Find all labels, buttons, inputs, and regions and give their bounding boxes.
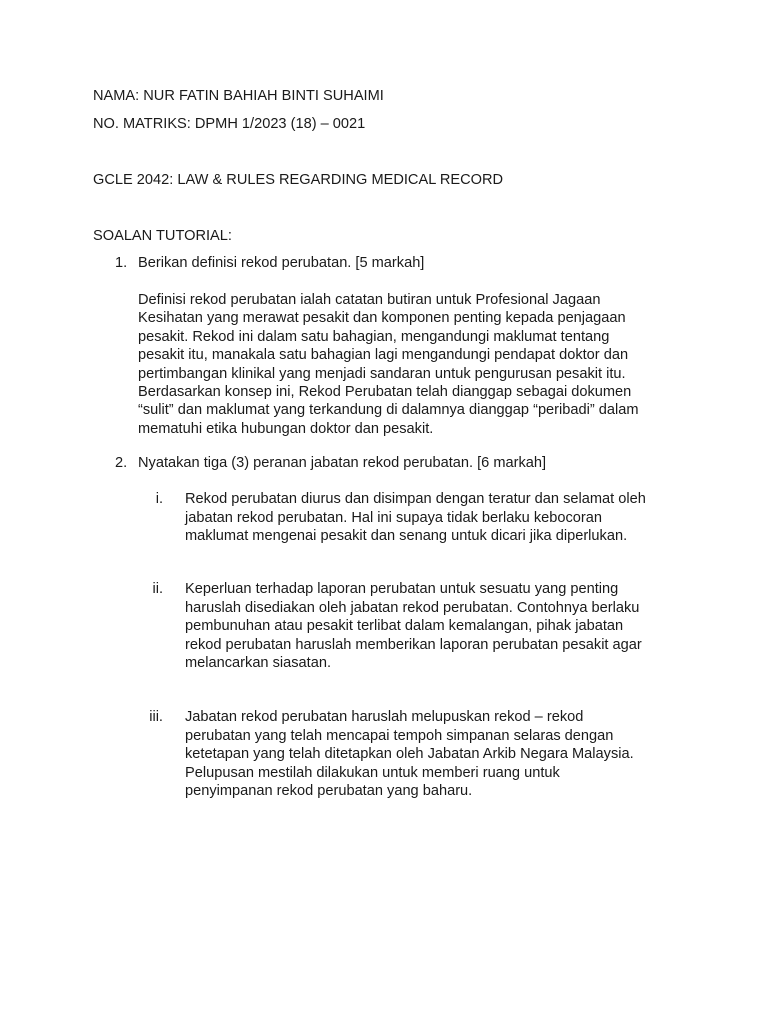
list-item-numeral: i. <box>155 491 163 507</box>
list-item-numeral: ii. <box>152 581 163 597</box>
list-item-line: perubatan yang telah mencapai tempoh simpanan selaras dengan <box>185 727 614 744</box>
answer-line: pesakit. Rekod ini dalam satu bahagian, mengandungi maklumat tentang <box>138 328 610 345</box>
question-number: 1. <box>115 255 128 271</box>
list-item-line: Keperluan terhadap laporan perubatan untuk sesuatu yang penting <box>185 581 619 597</box>
list-item <box>185 580 685 673</box>
list-item-line: Jabatan rekod perubatan haruslah melupuskan rekod – rekod <box>185 709 584 725</box>
student-name: NAMA: NUR FATIN BAHIAH BINTI SUHAIMI <box>93 88 384 104</box>
course-title: GCLE 2042: LAW & RULES REGARDING MEDICAL RECORD <box>93 172 504 188</box>
list-item-line: jabatan rekod perubatan. Hal ini supaya tidak berlaku kebocoran <box>185 509 603 526</box>
list-item-line: Pelupusan mestilah dilakukan untuk memberi ruang untuk <box>185 764 560 781</box>
list-item-line: pembunuhan atau pesakit terlibat dalam kemalangan, pihak jabatan <box>185 618 624 635</box>
list-item-line: rekod perubatan haruslah memberikan laporan perubatan pesakit agar <box>185 636 642 653</box>
answer-line: Definisi rekod perubatan ialah catatan butiran untuk Profesional Jagaan <box>138 292 601 308</box>
answer-line: Berdasarkan konsep ini, Rekod Perubatan telah dianggap sebagai dokumen <box>138 384 632 401</box>
question-text: Nyatakan tiga (3) peranan jabatan rekod perubatan. [6 markah] <box>138 455 547 471</box>
list-item-line: maklumat mengenai pesakit dan senang untuk dicari jika diperlukan. <box>185 528 628 545</box>
matric-number: NO. MATRIKS: DPMH 1/2023 (18) – 0021 <box>93 116 366 132</box>
question-text: Berikan definisi rekod perubatan. [5 markah] <box>138 255 425 271</box>
list-item <box>185 708 685 801</box>
answer-paragraph <box>138 291 678 438</box>
section-heading: SOALAN TUTORIAL: <box>93 228 232 244</box>
list-item-line: melancarkan siasatan. <box>185 655 332 672</box>
list-item-line: ketetapan yang telah ditetapkan oleh Jabatan Arkib Negara Malaysia. <box>185 746 634 763</box>
list-item-line: Rekod perubatan diurus dan disimpan dengan teratur dan selamat oleh <box>185 491 646 507</box>
answer-line: pesakit itu, manakala satu bahagian lagi mengandungi pendapat doktor dan <box>138 347 629 364</box>
answer-line: pertimbangan klinikal yang menjadi sandaran untuk pengurusan pesakit itu. <box>138 365 626 382</box>
list-item-line: penyimpanan rekod perubatan yang baharu. <box>185 783 473 800</box>
answer-line: mematuhi etika hubungan doktor dan pesakit. <box>138 420 434 437</box>
answer-line: “sulit” dan maklumat yang terkandung di dalamnya dianggap “peribadi” dalam <box>138 402 639 419</box>
list-item <box>185 490 685 546</box>
answer-line: Kesihatan yang merawat pesakit dan komponen penting kepada penjagaan <box>138 310 626 327</box>
list-item-line: haruslah disediakan oleh jabatan rekod perubatan. Contohnya berlaku <box>185 599 640 616</box>
question-number: 2. <box>115 455 128 471</box>
list-item-numeral: iii. <box>149 709 163 725</box>
